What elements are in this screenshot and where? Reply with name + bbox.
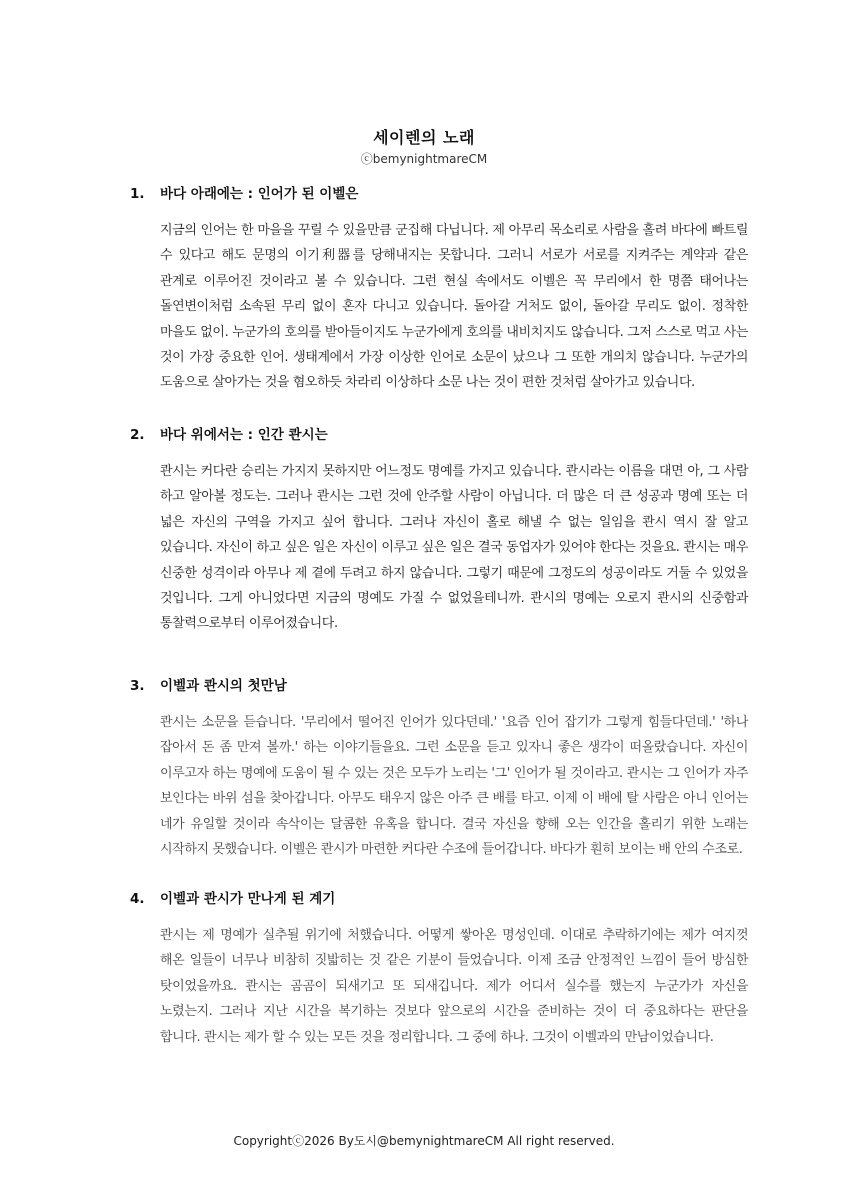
section-paragraph: 콴시는 소문을 듣습니다. '무리에서 떨어진 인어가 있다던데.' '요즘 인어 잡기가 그렇게 힘들다던데.' '하나 잡아서 돈 좀 만져 볼까.' 하는 이야기들을요. 그런 소문을 듣고 있자니 좋은 생각이 떠올랐습니다. 자신이 이루고자 하는 명예에 도움이 될 수 있는 것은 모두가 노리는 '그' 인어가 될 것이라고. 콴시는 그 인어가 자주 보인다는 바위 섬을 찾아갑니다. 아무도 태우지 않은 아주 큰 배를 타고. 이제 이 배에 탈 사람은 아니 인어는 네가 유일할 것이라 속삭이는 달콤한 유혹을 합니다. 결국 자신을 향해 오는 인간을 홀리기 위한 노래는 시작하지 못했습니다. 이벨은 콴시가 마련한 커다란 수조에 들어갑니다. 바다가 훤히 보이는 배 안의 수조로. (160, 715, 748, 858)
section-heading (130, 889, 746, 909)
section-title: 바다 위에서는 : 인간 콴시는 (160, 427, 328, 443)
copyright-footer: Copyrightⓒ2026 By도시@bemynightmareCM All right reserved. (233, 1134, 615, 1148)
section-heading (130, 425, 746, 445)
section-1 (130, 184, 746, 396)
document-byline: ⓒbemynightmareCM (360, 152, 488, 166)
document-title: 세이렌의 노래 (373, 128, 475, 147)
section-heading (130, 184, 746, 204)
section-paragraph: 콴시는 제 명예가 실추될 위기에 처했습니다. 어떻게 쌓아온 명성인데. 이대로 추락하기에는 제가 여지껏 해온 일들이 너무나 비참히 짓밟히는 것 같은 기분이 들었습니다. 이제 조금 안정적인 느낌이 들어 방심한 탓이었을까요. 콴시는 곰곰이 되새기고 또 되새깁니다. 제가 어디서 실수를 했는지 누군가가 자신을 노렸는지. 그러나 지난 시간을 복기하는 것보다 앞으로의 시간을 준비하는 것이 더 중요하다는 판단을 합니다. 콴시는 제가 할 수 있는 모든 것을 정리합니다. 그 중에 하나. 그것이 이벨과의 만남이었습니다. (160, 928, 748, 1045)
section-paragraph: 지금의 인어는 한 마을을 꾸릴 수 있을만큼 군집해 다닙니다. 제 아무리 목소리로 사람을 홀려 바다에 빠트릴 수 있다고 해도 문명의 이기利器를 당해내지는 못합니다. 그러니 서로가 서로를 지켜주는 계약과 같은 관계로 이루어진 것이라고 볼 수 있습니다. 그런 현실 속에서도 이벨은 꼭 무리에서 한 명쯤 태어나는 돌연변이처럼 소속된 무리 없이 혼자 다니고 있습니다. 돌아갈 거처도 없이, 돌아갈 무리도 없이. 정착한 마을도 없이. 누군가의 호의를 받아들이지도 누군가에게 호의를 내비치지도 않습니다. 그저 스스로 먹고 사는 것이 가장 중요한 인어. 생태계에서 가장 이상한 인어로 소문이 났으나 그 또한 개의치 않습니다. 누군가의 도움으로 살아가는 것을 혐오하듯 차라리 이상하다 소문 나는 것이 편한 것처럼 살아가고 있습니다. (160, 223, 748, 391)
section-heading (130, 676, 746, 696)
section-3 (130, 676, 746, 862)
section-number: 4. (130, 891, 145, 907)
section-title: 이벨과 콴시가 만나게 된 계기 (160, 891, 336, 907)
section-title: 이벨과 콴시의 첫만남 (160, 678, 287, 694)
section-title: 바다 아래에는 : 인어가 된 이벨은 (160, 186, 359, 202)
section-4 (130, 889, 746, 1050)
section-number: 3. (130, 678, 145, 694)
section-number: 2. (130, 427, 145, 443)
section-number: 1. (130, 186, 145, 202)
section-paragraph: 콴시는 커다란 승리는 가지지 못하지만 어느정도 명예를 가지고 있습니다. 콴시라는 이름을 대면 아, 그 사람 하고 알아볼 정도는. 그러나 콴시는 그런 것에 안주할 사람이 아닙니다. 더 많은 더 큰 성공과 명예 또는 더 넓은 자신의 구역을 가지고 싶어 합니다. 그러나 자신이 홀로 해낼 수 없는 일임을 콴시 역시 잘 알고 있습니다. 자신이 하고 싶은 일은 자신이 이루고 싶은 일은 결국 동업자가 있어야 한다는 것을요. 콴시는 매우 신중한 성격이라 아무나 제 곁에 두려고 하지 않습니다. 그렇기 때문에 그정도의 성공이라도 거둘 수 있었을 것입니다. 그게 아니었다면 지금의 명예도 가질 수 없었을테니까. 콴시의 명예는 오로지 콴시의 신중함과 통찰력으로부터 이루어졌습니다. (160, 464, 748, 632)
section-2 (130, 425, 746, 637)
